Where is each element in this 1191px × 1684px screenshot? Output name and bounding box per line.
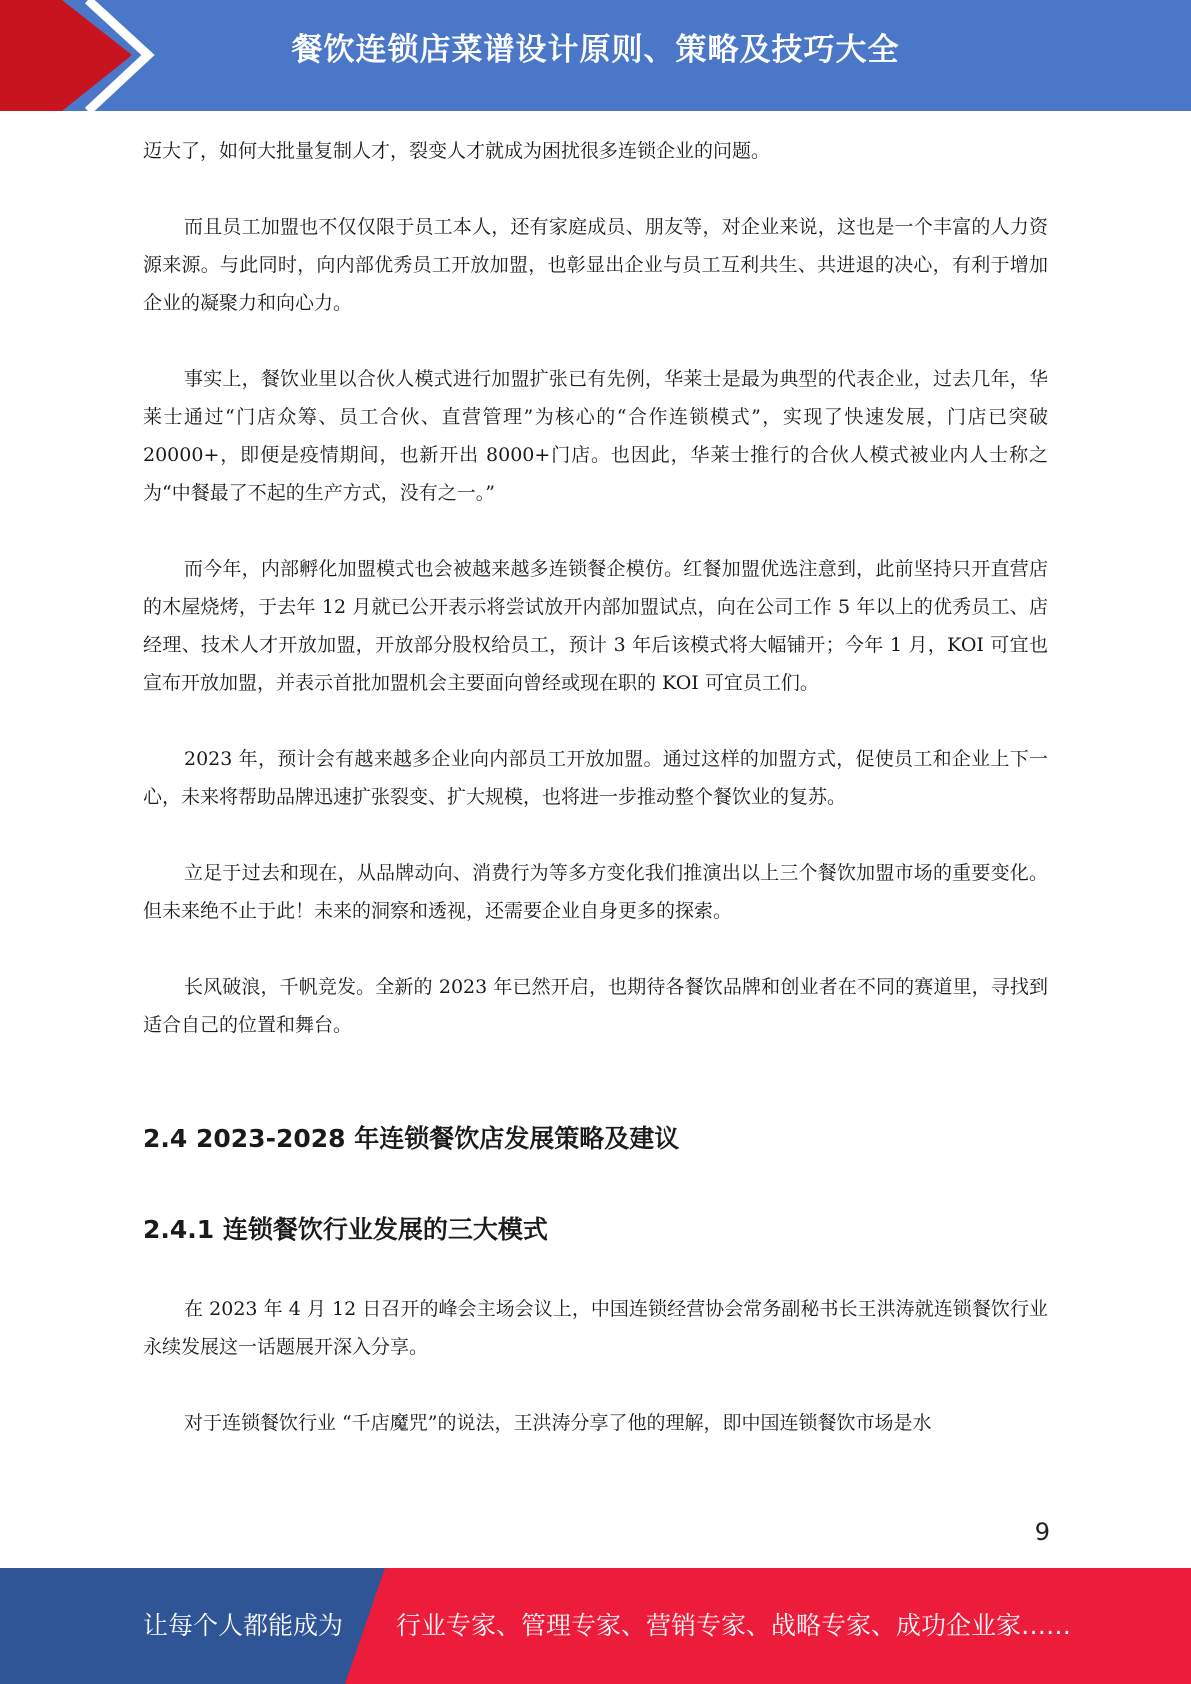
- paragraph: 而今年，内部孵化加盟模式也会被越来越多连锁餐企模仿。红餐加盟优选注意到，此前坚持只开直营店的木屋烧烤，于去年 12 月就已公开表示将尝试放开内部加盟试点，向在公司工作 5 年以上的优秀员工、店经理、技术人才开放加盟，开放部分股权给员工，预计 3 年后该模式将大幅铺开；今年 1 月，KOI 可宜也宣布开放加盟，并表示首批加盟机会主要面向曾经或现在职的 KOI 可宜员工们。: [143, 558, 1048, 694]
- page-footer: [0, 1568, 1191, 1684]
- footer-slogan-right: 行业专家、管理专家、营销专家、战略专家、成功企业家……: [396, 1611, 1072, 1640]
- document-body: [143, 132, 1048, 1442]
- paragraph: 长风破浪，千帆竞发。全新的 2023 年已然开启，也期待各餐饮品牌和创业者在不同的赛道里，寻找到适合自己的位置和舞台。: [143, 976, 1048, 1036]
- paragraph: 对于连锁餐饮行业 “千店魔咒”的说法，王洪涛分享了他的理解，即中国连锁餐饮市场是水: [184, 1412, 932, 1434]
- paragraph: 立足于过去和现在，从品牌动向、消费行为等多方变化我们推演出以上三个餐饮加盟市场的重要变化。但未来绝不止于此！未来的洞察和透视，还需要企业自身更多的探索。: [143, 862, 1048, 922]
- paragraph: 而且员工加盟也不仅仅限于员工本人，还有家庭成员、朋友等，对企业来说，这也是一个丰富的人力资源来源。与此同时，向内部优秀员工开放加盟，也彰显出企业与员工互利共生、共进退的决心，有利于增加企业的凝聚力和向心力。: [143, 216, 1048, 314]
- page-number: 9: [1034, 1518, 1050, 1546]
- page-header: [0, 0, 1191, 111]
- paragraph: 在 2023 年 4 月 12 日召开的峰会主场会议上，中国连锁经营协会常务副秘书长王洪涛就连锁餐饮行业永续发展这一话题展开深入分享。: [143, 1298, 1048, 1358]
- paragraph: 2023 年，预计会有越来越多企业向内部员工开放加盟。通过这样的加盟方式，促使员工和企业上下一心，未来将帮助品牌迅速扩张裂变、扩大规模，也将进一步推动整个餐饮业的复苏。: [143, 748, 1048, 808]
- subsection-heading: 2.4.1 连锁餐饮行业发展的三大模式: [143, 1215, 548, 1244]
- paragraph: 迈大了，如何大批量复制人才，裂变人才就成为困扰很多连锁企业的问题。: [143, 140, 771, 162]
- section-heading: 2.4 2023-2028 年连锁餐饮店发展策略及建议: [143, 1124, 680, 1153]
- footer-slogan-left: 让每个人都能成为: [143, 1611, 344, 1640]
- header-title: 餐饮连锁店菜谱设计原则、策略及技巧大全: [291, 32, 900, 68]
- paragraph: 事实上，餐饮业里以合伙人模式进行加盟扩张已有先例，华莱士是最为典型的代表企业，过去几年，华莱士通过“门店众筹、员工合伙、直营管理”为核心的“合作连锁模式”，实现了快速发展，门店已突破 20000+，即便是疫情期间，也新开出 8000+门店。也因此，华莱士推行的合伙人模式被业内人士称之为“中餐最了不起的生产方式，没有之一。”: [143, 368, 1048, 504]
